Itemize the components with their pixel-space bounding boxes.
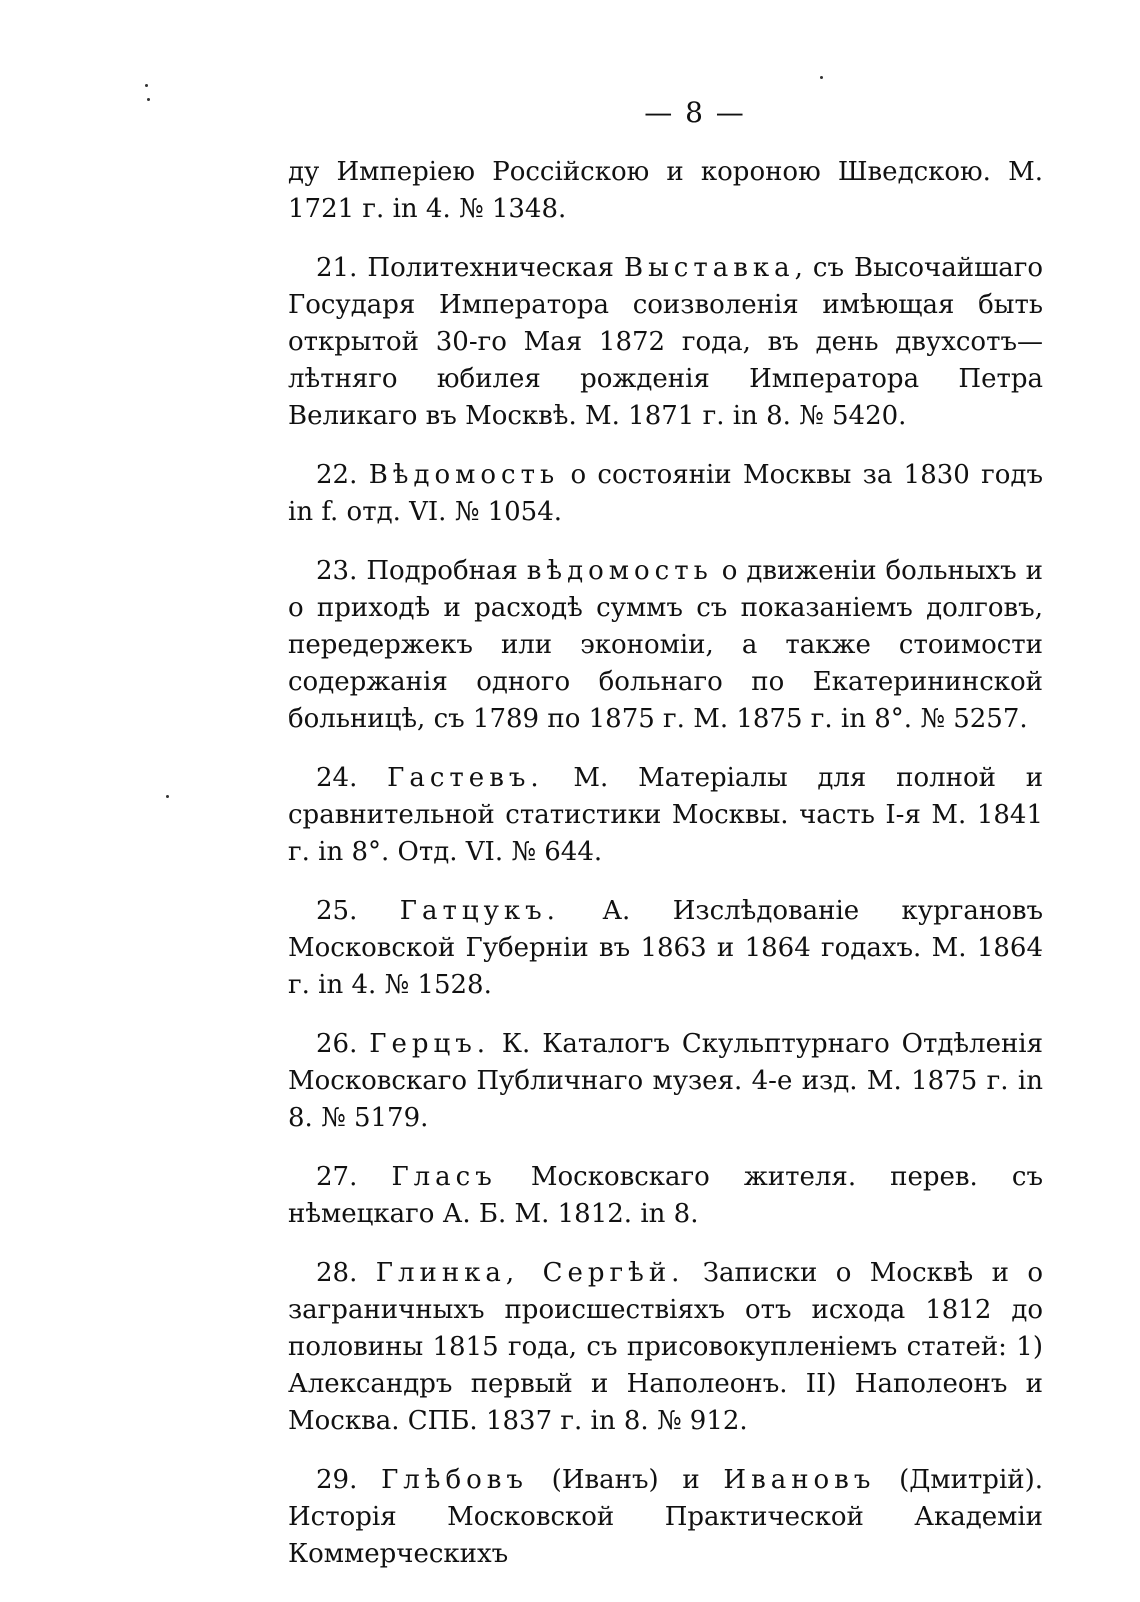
entry-text: ду Имперіею Россійскою и короною Шведскою. М. 1721 г. in 4. № 1348. — [288, 157, 1043, 224]
entry-text: Записки о Москвѣ и о заграничныхъ происшествіяхъ отъ исхода 1812 до половины 1815 года, съ присовокупленіемъ статей: 1) Александръ первый и Наполеонъ. II) Наполеонъ и Москва. СПБ. 1837 г. in 8. № 912. — [288, 1258, 1044, 1436]
entry-title: Подробная — [366, 556, 518, 586]
entry-title-spaced: Гласъ — [391, 1162, 497, 1192]
entry-author-given: (Иванъ) и — [551, 1465, 700, 1495]
entry-number: 21. — [316, 253, 358, 283]
entry-title-spaced: Вѣдомость — [368, 460, 560, 490]
scan-speck — [820, 76, 823, 79]
entry-29 — [288, 1462, 1043, 1573]
entry-title-spaced: Выставка — [623, 253, 795, 283]
entry-21 — [288, 250, 1043, 435]
document-body — [288, 154, 1043, 1595]
entry-coauthor: Ивановъ — [723, 1465, 876, 1495]
entry-number: 23. — [316, 556, 358, 586]
entry-number: 27. — [316, 1162, 358, 1192]
entry-22 — [288, 457, 1043, 531]
entry-number: 25. — [316, 896, 358, 926]
page-number: — 8 — — [644, 96, 746, 129]
entry-author: Глинка, Сергѣй. — [375, 1258, 685, 1288]
entry-text: К. Каталогъ Скульптурнаго Отдѣленія Московскаго Публичнаго музея. 4-е изд. М. 1875 г. in 8. № 5179. — [288, 1029, 1044, 1133]
entry-number: 26. — [316, 1029, 358, 1059]
entry-24 — [288, 760, 1043, 871]
entry-text: (Дмитрій). Исторія Московской Практической Академіи Коммерческихъ — [288, 1465, 1043, 1569]
entry-27 — [288, 1159, 1043, 1233]
entry-number: 29. — [316, 1465, 358, 1495]
entry-26 — [288, 1026, 1043, 1137]
entry-number: 22. — [316, 460, 358, 490]
entry-28 — [288, 1255, 1043, 1440]
entry-text: о движеніи больныхъ и о приходѣ и расходѣ суммъ съ показаніемъ долговъ, передержекъ или экономіи, а также стоимости содержанія одного больнаго по Екатерининской больницѣ, съ 1789 по 1875 г. М. 1875 г. in 8°. № 5257. — [288, 556, 1044, 734]
entry-author: Глѣбовъ — [381, 1465, 528, 1495]
scan-speck — [145, 84, 148, 87]
entry-number: 24. — [316, 763, 358, 793]
entry-text: о состояніи Москвы за 1830 годъ in f. отд. VI. № 1054. — [288, 460, 1044, 527]
entry-continuation — [288, 154, 1043, 228]
scan-speck — [166, 795, 169, 798]
entry-text: А. Изслѣдованіе кургановъ Московской Губерніи въ 1863 и 1864 годахъ. М. 1864 г. in 4. № 1528. — [288, 896, 1044, 1000]
entry-25 — [288, 893, 1043, 1004]
entry-author: Герцъ. — [369, 1029, 491, 1059]
entry-text: Московскаго жителя. перев. съ нѣмецкаго А. Б. М. 1812. in 8. — [288, 1162, 1044, 1229]
entry-title: Политехническая — [367, 253, 614, 283]
entry-23 — [288, 553, 1043, 738]
entry-title-spaced: вѣдомость — [526, 556, 713, 586]
entry-text: , съ Высочайшаго Государя Императора соизволенія имѣющая быть открытой 30-го Мая 1872 года, въ день двухсотъ—лѣтняго юбилея рожденія Императора Петра Великаго въ Москвѣ. М. 1871 г. in 8. № 5420. — [288, 253, 1044, 431]
entry-number: 28. — [316, 1258, 358, 1288]
scan-speck — [147, 98, 150, 101]
entry-author: Гатцукъ. — [399, 896, 560, 926]
entry-author: Гастевъ. — [387, 763, 544, 793]
entry-text: М. Матеріалы для полной и сравнительной статистики Москвы. часть І-я М. 1841 г. in 8°. Отд. VI. № 644. — [288, 763, 1044, 867]
